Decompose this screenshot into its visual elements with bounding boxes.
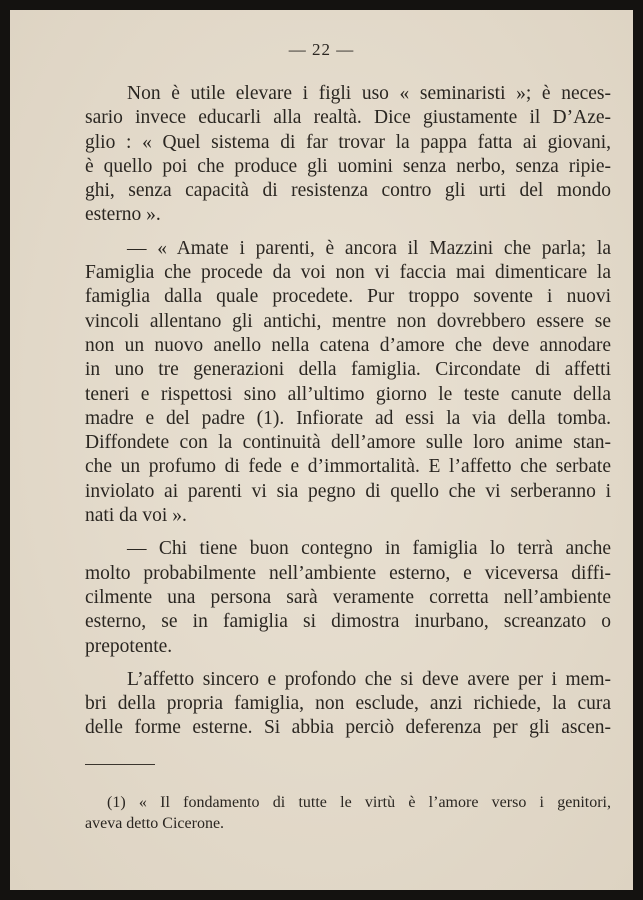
paragraph-gap [85,528,611,537]
paragraph-gap [85,228,611,237]
paragraph-seminaristi [85,82,611,228]
paragraph-contegno [85,537,611,658]
text-line: esterno, se in famiglia si dimostra inurbano, screanzato o [85,611,611,633]
page-number: — 22 — [288,40,355,59]
text-line: è quello poi che produce gli uomini senza nerbo, senza ripie- [85,155,611,177]
text-line: L’affetto sincero e profondo che si deve avere per i mem- [127,668,611,690]
text-line: famiglia dalla quale procedete. Pur troppo sovente i nuovi [85,286,611,308]
text-line: vincoli allentano gli antichi, mentre non dovrebbero essere se [85,310,611,332]
text-line: cilmente una persona sarà veramente corretta nell’ambiente [85,586,611,608]
text-line: inviolato ai parenti vi sia pegno di quello che vi serberanno i [85,480,611,502]
text-line: nati da voi ». [85,505,187,527]
text-line: Famiglia che procede da voi non vi faccia mai dimenticare la [85,262,611,284]
paragraph-gap [85,659,611,668]
text-line: glio : « Quel sistema di far trovar la pappa fatta ai giovani, [85,131,611,153]
text-line: — « Amate i parenti, è ancora il Mazzini che parla; la [127,237,611,259]
footnote-separator [85,764,155,765]
paragraph-mazzini-quote [85,237,611,529]
text-line: non un nuovo anello nella catena d’amore che deve annodare [85,334,611,356]
book-page [10,10,633,890]
text-line: Diffondete con la continuità dell’amore sulle loro anime stan- [85,432,611,454]
text-line: esterno ». [85,204,161,226]
text-line: delle forme esterne. Si abbia perciò deferenza per gli ascen- [85,717,611,739]
text-line: sario invece educarli alla realtà. Dice giustamente il D’Aze- [85,107,611,129]
footnote-line: aveva detto Cicerone. [85,815,225,832]
text-line: — Chi tiene buon contegno in famiglia lo terrà anche [127,538,611,560]
footnote-line: (1) « Il fondamento di tutte le virtù è l’amore verso i genitori, [107,794,611,811]
paragraph-affetto [85,668,611,741]
text-line: prepotente. [85,635,173,657]
text-line: madre e del padre (1). Infiorate ad essi la via della tomba. [85,407,611,429]
text-line: Non è utile elevare i figli uso « seminaristi »; è neces- [127,83,611,104]
text-line: ghi, senza capacità di resistenza contro gli urti del mondo [85,180,611,202]
text-line: teneri e rispettosi sino all’ultimo giorno le teste canute della [85,383,611,405]
text-line: molto probabilmente nell’ambiente esterno, e viceversa diffi- [85,562,611,584]
body-text [85,82,611,741]
footnote [85,792,611,834]
text-line: che un profumo di fede e d’immortalità. E l’affetto che serbate [85,456,611,478]
text-line: in uno tre generazioni della famiglia. Circondate di affetti [85,359,611,381]
text-line: bri della propria famiglia, non esclude, anzi richiede, la cura [85,693,611,715]
